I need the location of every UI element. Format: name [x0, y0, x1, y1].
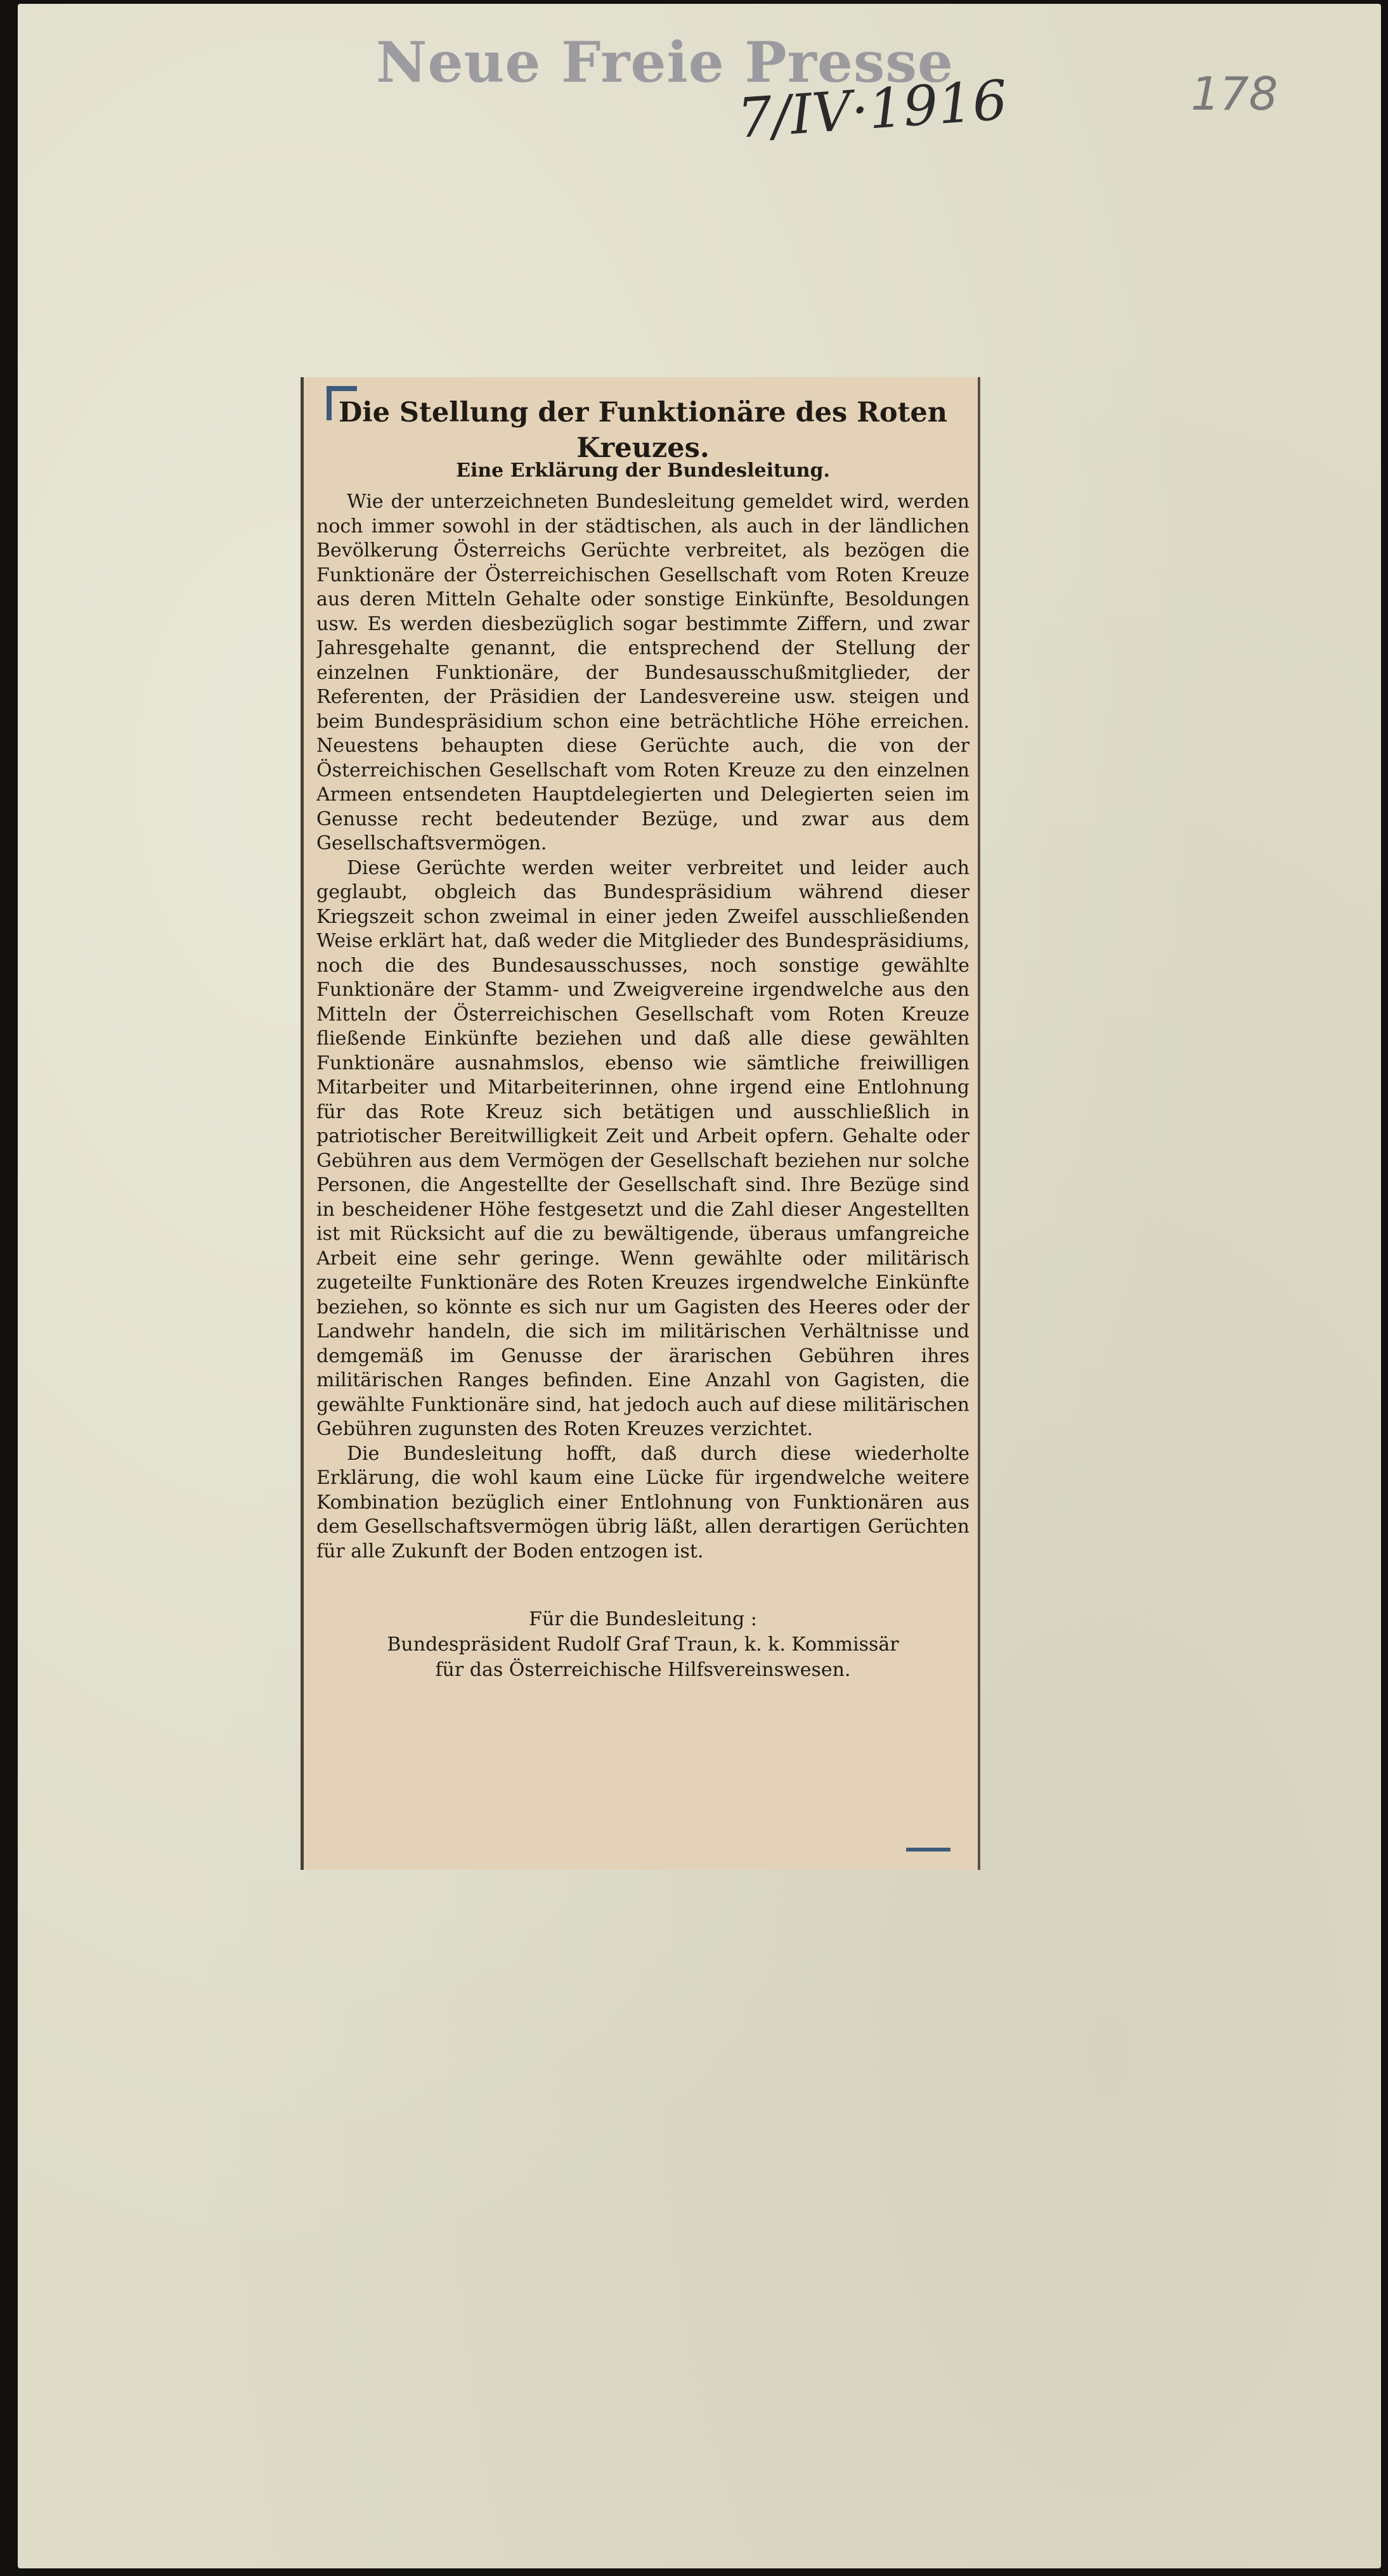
signature-line-3: für das Österreichische Hilfsvereinswesen.	[435, 1659, 851, 1681]
article-headline: Die Stellung der Funktionäre des Roten Kreuzes.	[338, 397, 948, 464]
handwritten-date: 7/IV·1916	[735, 68, 1009, 151]
newspaper-stamp: Neue Freie Presse	[376, 29, 954, 95]
article-body	[316, 490, 970, 1593]
signature-line-2: Bundespräsident Rudolf Graf Traun, k. k. Kommissär	[387, 1633, 899, 1656]
newspaper-clipping	[301, 377, 980, 1870]
paragraph-3: Die Bundesleitung hofft, daß durch diese wiederholte Erklärung, die wohl kaum eine Lücke für irgendwelche weitere Kombination bezüglich einer Entlohnung von Funktionären aus dem Gesellschaftsvermögen übrig läßt, allen derartigen Gerüchten für alle Zukunft der Boden entzogen ist.	[316, 1442, 970, 1562]
paragraph-2: Diese Gerüchte werden weiter verbreitet und leider auch geglaubt, obgleich das Bundespräsidium während dieser Kriegszeit schon zweimal in einer jeden Zweifel ausschließenden Weise erklärt hat, daß weder die Mitglieder des Bundespräsidiums, noch die des Bundesausschusses, noch sonstige gewählte Funktionäre der Stamm- und Zweigvereine irgendwelche aus den Mitteln der Österreichischen Gesellschaft vom Roten Kreuze fließende Einkünfte beziehen und daß alle diese gewählten Funktionäre ausnahmslos, ebenso wie sämtliche freiwilligen Mitarbeiter und Mitarbeiterinnen, ohne irgend eine Entlohnung für das Rote Kreuz sich betätigen und ausschließlich in patriotischer Bereitwilligkeit Zeit und Arbeit opfern. Gehalte oder Gebühren aus dem Vermögen der Gesellschaft beziehen nur solche Personen, die Angestellte der Gesellschaft sind. Ihre Bezüge sind in bescheidener Höhe festgesetzt und die Zahl dieser Angestellten ist mit Rücksicht auf die zu bewältigende, überaus umfangreiche Arbeit eine sehr geringe. Wenn gewählte oder militärisch zugeteilte Funktionäre des Roten Kreuzes irgendwelche Einkünfte beziehen, so könnte es sich nur um Gagisten des Heeres oder der Landwehr handeln, die sich im militärischen Verhältnisse und demgemäß im Genusse der ärarischen Gebühren ihres militärischen Ranges befinden. Eine Anzahl von Gagisten, die gewählte Funktionäre sind, hat jedoch auch auf diese militärischen Gebühren zugunsten des Roten Kreuzes verzichtet.	[316, 856, 970, 1440]
paragraph-1: Wie der unterzeichneten Bundesleitung gemeldet wird, werden noch immer sowohl in der städtischen, als auch in der ländlichen Bevölkerung Österreichs Gerüchte verbreitet, als bezögen die Funktionäre der Österreichischen Gesellschaft vom Roten Kreuze aus deren Mitteln Gehalte oder sonstige Einkünfte, Besoldungen usw. Es werden diesbezüglich sogar bestimmte Ziffern, und zwar Jahresgehalte genannt, die entsprechend der Stellung der einzelnen Funktionäre, der Bundesausschußmitglieder, der Referenten, der Präsidien der Landesvereine usw. steigen und beim Bundespräsidium schon eine beträchtliche Höhe erreichen. Neuestens behaupten diese Gerüchte auch, die von der Österreichischen Gesellschaft vom Roten Kreuze zu den einzelnen Armeen entsendeten Hauptdelegierten und Delegierten seien im Genusse recht bedeutender Bezüge, und zwar aus dem Gesellschaftsvermögen.	[316, 491, 970, 854]
signature-block	[316, 1607, 970, 1683]
page-number: 178	[1191, 67, 1278, 120]
article-subheadline: Eine Erklärung der Bundesleitung.	[456, 460, 830, 482]
end-mark-icon	[906, 1848, 950, 1852]
signature-line-1: Für die Bundesleitung :	[529, 1608, 757, 1630]
